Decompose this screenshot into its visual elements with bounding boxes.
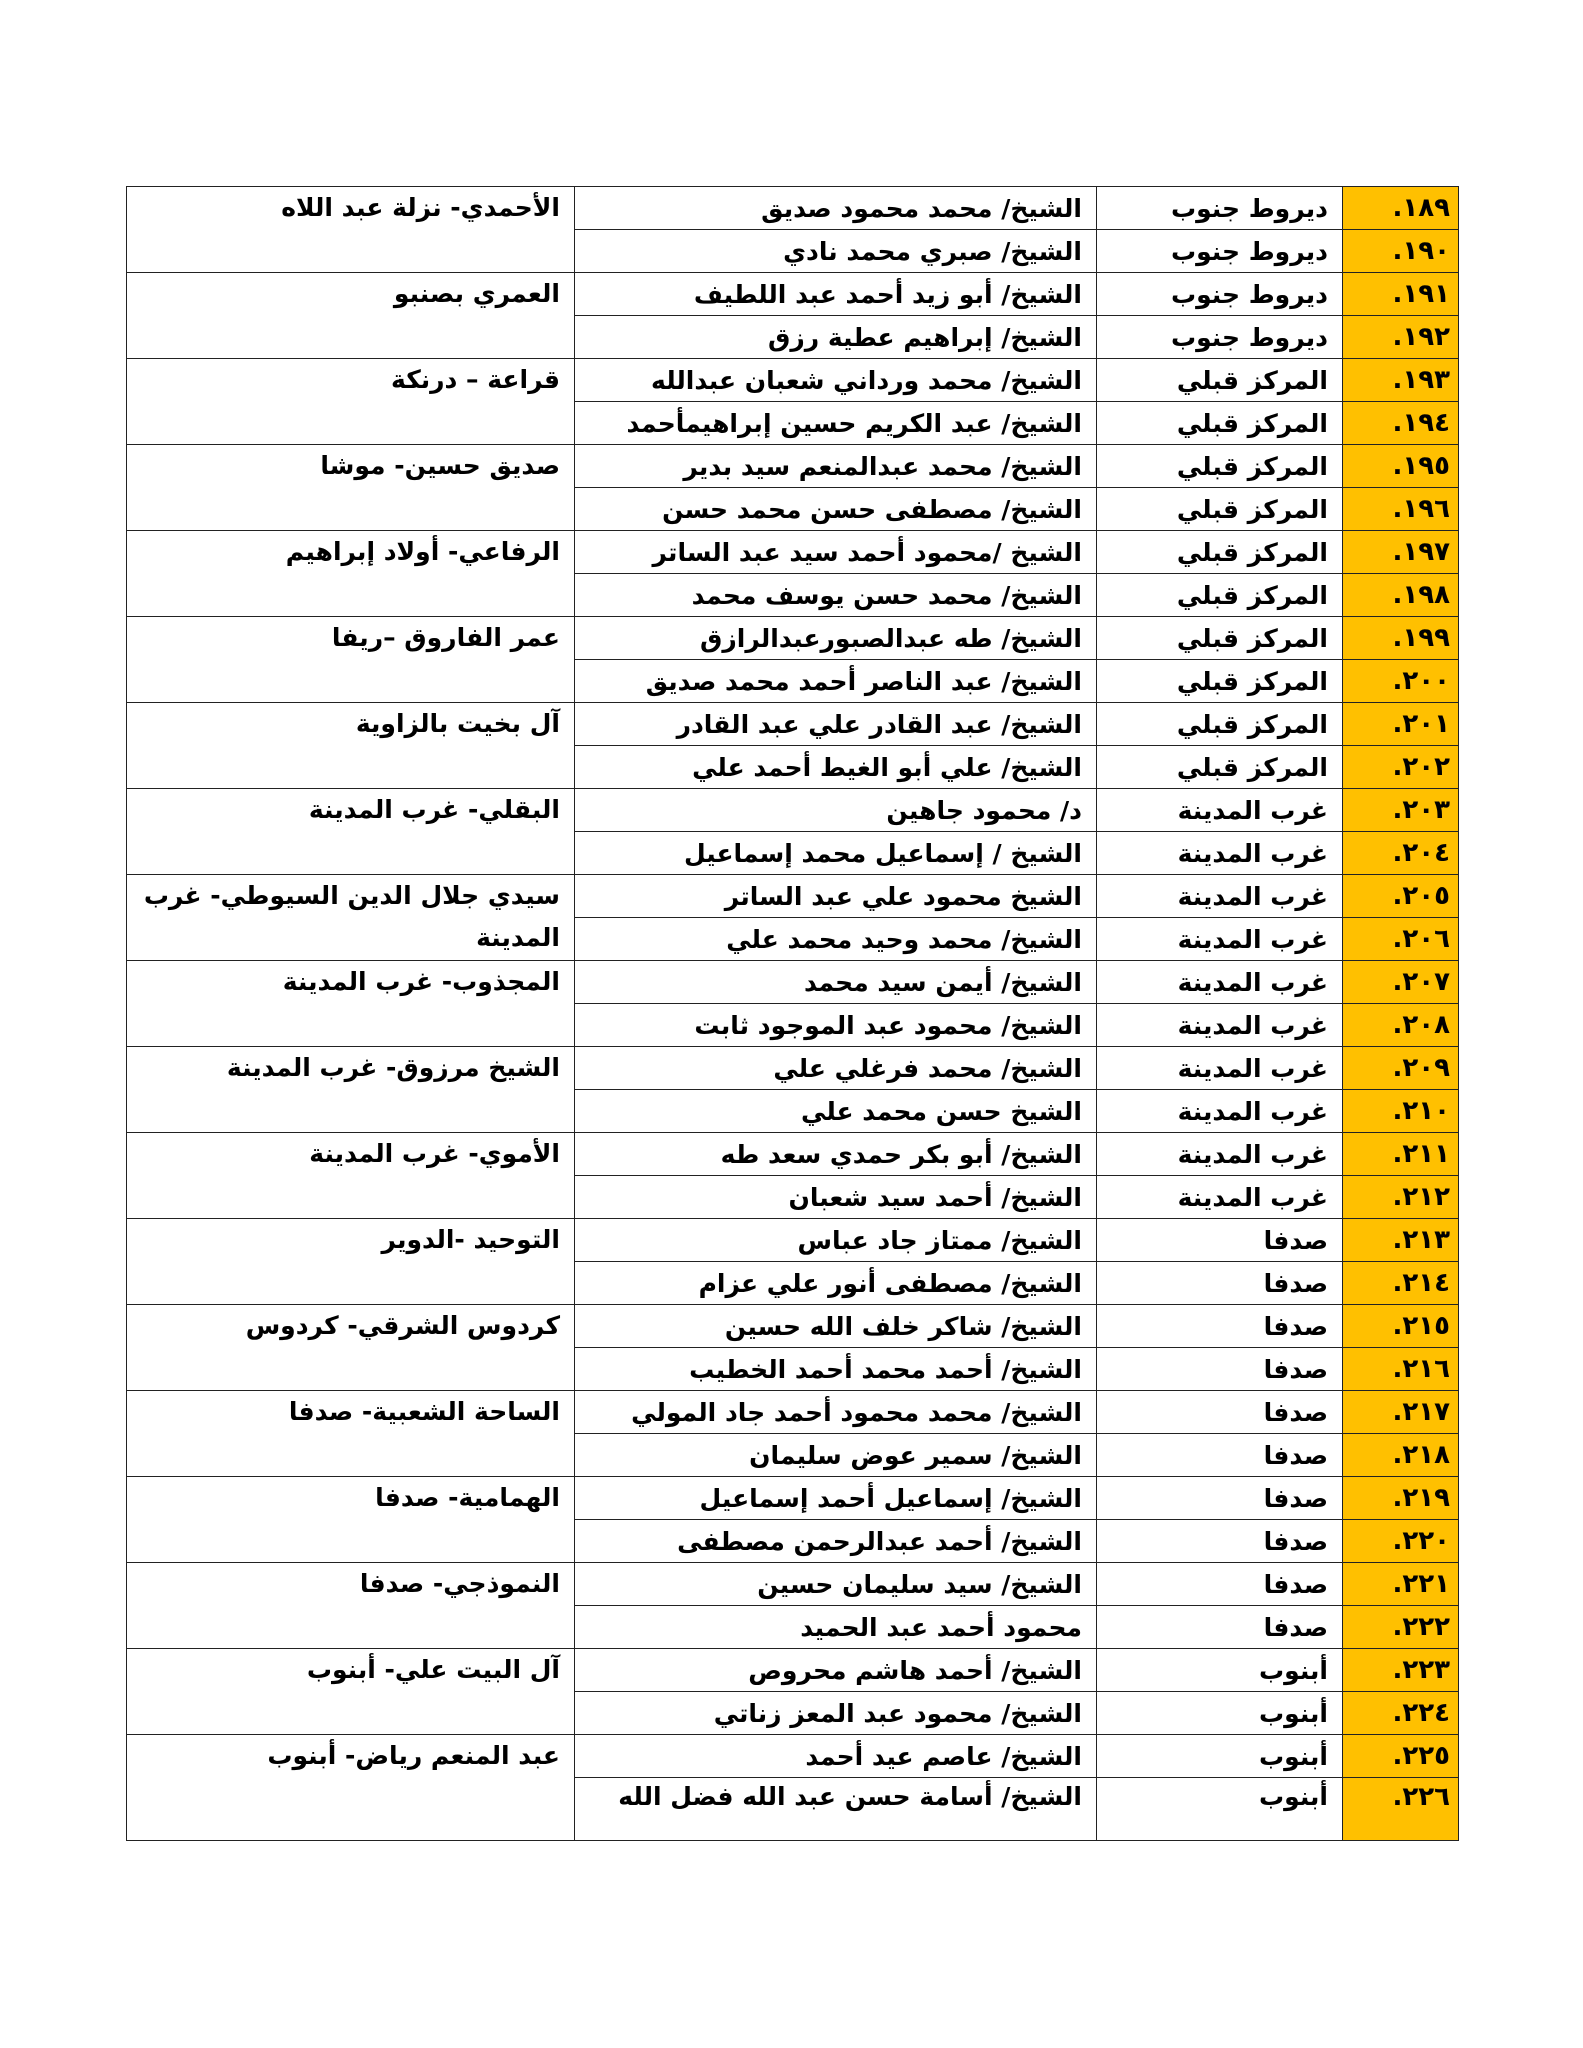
sheikh-cell: الشيخ/ طه عبدالصبورعبدالرازق: [575, 617, 1097, 660]
sheikh-cell: الشيخ/ عبد الناصر أحمد محمد صديق: [575, 660, 1097, 703]
table-row: [127, 1391, 1459, 1434]
row-number: ١٩٦.: [1343, 488, 1459, 531]
mosque-cell: كردوس الشرقي- كردوس: [127, 1305, 575, 1391]
sheikh-cell: الشيخ/ أحمد هاشم محروص: [575, 1649, 1097, 1692]
area-cell: صدفا: [1097, 1563, 1343, 1606]
area-cell: المركز قبلي: [1097, 445, 1343, 488]
mosque-cell: آل بخيت بالزاوية: [127, 703, 575, 789]
row-number: ٢٢٦.: [1343, 1778, 1459, 1841]
row-number: ٢٠١.: [1343, 703, 1459, 746]
row-number: ٢١٧.: [1343, 1391, 1459, 1434]
area-cell: ديروط جنوب: [1097, 187, 1343, 230]
row-number: ١٨٩.: [1343, 187, 1459, 230]
area-cell: صدفا: [1097, 1305, 1343, 1348]
area-cell: صدفا: [1097, 1477, 1343, 1520]
area-cell: غرب المدينة: [1097, 1004, 1343, 1047]
sheikh-cell: الشيخ/ عبد القادر علي عبد القادر: [575, 703, 1097, 746]
area-cell: المركز قبلي: [1097, 660, 1343, 703]
sheikh-cell: الشيخ/ محمود عبد المعز زناتي: [575, 1692, 1097, 1735]
sheikh-cell: الشيخ/ إسماعيل أحمد إسماعيل: [575, 1477, 1097, 1520]
sheikh-cell: الشيخ/ أحمد محمد أحمد الخطيب: [575, 1348, 1097, 1391]
table-row: [127, 1305, 1459, 1348]
mosque-cell: النموذجي- صدفا: [127, 1563, 575, 1649]
mosque-cell: عمر الفاروق –ريفا: [127, 617, 575, 703]
mosque-cell: الأحمدي- نزلة عبد اللاه: [127, 187, 575, 273]
row-number: ١٩٥.: [1343, 445, 1459, 488]
table-row: [127, 1047, 1459, 1090]
mosque-cell: قراعة – درنكة: [127, 359, 575, 445]
row-number: ٢١٠.: [1343, 1090, 1459, 1133]
row-number: ٢١٨.: [1343, 1434, 1459, 1477]
area-cell: المركز قبلي: [1097, 574, 1343, 617]
row-number: ١٩٩.: [1343, 617, 1459, 660]
mosque-cell: عبد المنعم رياض- أبنوب: [127, 1735, 575, 1841]
sheikh-cell: الشيخ/ محمد حسن يوسف محمد: [575, 574, 1097, 617]
mosque-cell: سيدي جلال الدين السيوطي- غرب المدينة: [127, 875, 575, 961]
sheikh-cell: الشيخ/ شاكر خلف الله حسين: [575, 1305, 1097, 1348]
sheikh-cell: الشيخ/ محمود عبد الموجود ثابت: [575, 1004, 1097, 1047]
area-cell: أبنوب: [1097, 1778, 1343, 1841]
sheikh-cell: الشيخ/ أحمد سيد شعبان: [575, 1176, 1097, 1219]
area-cell: المركز قبلي: [1097, 488, 1343, 531]
area-cell: غرب المدينة: [1097, 875, 1343, 918]
row-number: ٢٢٣.: [1343, 1649, 1459, 1692]
mosque-cell: آل البيت علي- أبنوب: [127, 1649, 575, 1735]
row-number: ٢٢١.: [1343, 1563, 1459, 1606]
sheikh-cell: الشيخ/ أسامة حسن عبد الله فضل الله: [575, 1778, 1097, 1841]
row-number: ١٩٨.: [1343, 574, 1459, 617]
row-number: ٢٢٤.: [1343, 1692, 1459, 1735]
area-cell: صدفا: [1097, 1391, 1343, 1434]
table-row: [127, 1477, 1459, 1520]
sheikh-cell: الشيخ/ أحمد عبدالرحمن مصطفى: [575, 1520, 1097, 1563]
area-cell: صدفا: [1097, 1434, 1343, 1477]
area-cell: غرب المدينة: [1097, 832, 1343, 875]
row-number: ١٩٣.: [1343, 359, 1459, 402]
sheikh-cell: الشيخ/ محمد فرغلي علي: [575, 1047, 1097, 1090]
area-cell: المركز قبلي: [1097, 359, 1343, 402]
sheikh-cell: الشيخ/ عبد الكريم حسين إبراهيمأحمد: [575, 402, 1097, 445]
row-number: ٢٢٥.: [1343, 1735, 1459, 1778]
area-cell: صدفا: [1097, 1262, 1343, 1305]
table-row: [127, 875, 1459, 918]
table-row: [127, 1649, 1459, 1692]
row-number: ٢١٢.: [1343, 1176, 1459, 1219]
row-number: ٢٠٤.: [1343, 832, 1459, 875]
sheikh-cell: الشيخ/ عاصم عيد أحمد: [575, 1735, 1097, 1778]
sheikh-cell: الشيخ/ سيد سليمان حسين: [575, 1563, 1097, 1606]
row-number: ٢١٣.: [1343, 1219, 1459, 1262]
row-number: ٢٠٩.: [1343, 1047, 1459, 1090]
table-row: [127, 531, 1459, 574]
mosque-cell: الرفاعي- أولاد إبراهيم: [127, 531, 575, 617]
sheikh-cell: الشيخ/ محمد محمود صديق: [575, 187, 1097, 230]
mosque-cell: الشيخ مرزوق- غرب المدينة: [127, 1047, 575, 1133]
area-cell: غرب المدينة: [1097, 1133, 1343, 1176]
row-number: ٢٠٠.: [1343, 660, 1459, 703]
area-cell: صدفا: [1097, 1348, 1343, 1391]
area-cell: ديروط جنوب: [1097, 316, 1343, 359]
row-number: ٢٠٣.: [1343, 789, 1459, 832]
table-row: [127, 1133, 1459, 1176]
area-cell: المركز قبلي: [1097, 746, 1343, 789]
table-row: [127, 1219, 1459, 1262]
row-number: ١٩٢.: [1343, 316, 1459, 359]
sheikh-cell: الشيخ/ محمد وحيد محمد علي: [575, 918, 1097, 961]
area-cell: غرب المدينة: [1097, 1176, 1343, 1219]
row-number: ١٩٠.: [1343, 230, 1459, 273]
area-cell: صدفا: [1097, 1520, 1343, 1563]
sheikh-cell: الشيخ/ إبراهيم عطية رزق: [575, 316, 1097, 359]
row-number: ٢٠٧.: [1343, 961, 1459, 1004]
table-row: [127, 961, 1459, 1004]
mosque-cell: الهمامية- صدفا: [127, 1477, 575, 1563]
row-number: ١٩٤.: [1343, 402, 1459, 445]
table-row: [127, 273, 1459, 316]
table-row: [127, 789, 1459, 832]
row-number: ٢٢٠.: [1343, 1520, 1459, 1563]
row-number: ٢١١.: [1343, 1133, 1459, 1176]
sheikh-cell: الشيخ/ علي أبو الغيط أحمد علي: [575, 746, 1097, 789]
mosque-cell: البقلي- غرب المدينة: [127, 789, 575, 875]
area-cell: المركز قبلي: [1097, 531, 1343, 574]
assignments-table: [126, 186, 1459, 1841]
mosque-cell: صديق حسين- موشا: [127, 445, 575, 531]
row-number: ٢٠٢.: [1343, 746, 1459, 789]
table-row: [127, 617, 1459, 660]
row-number: ٢٢٢.: [1343, 1606, 1459, 1649]
sheikh-cell: الشيخ/ أبو بكر حمدي سعد طه: [575, 1133, 1097, 1176]
row-number: ٢١٥.: [1343, 1305, 1459, 1348]
table-body: [127, 187, 1459, 1841]
area-cell: المركز قبلي: [1097, 703, 1343, 746]
area-cell: صدفا: [1097, 1606, 1343, 1649]
sheikh-cell: الشيخ/ مصطفى حسن محمد حسن: [575, 488, 1097, 531]
table-row: [127, 703, 1459, 746]
mosque-cell: العمري بصنبو: [127, 273, 575, 359]
area-cell: أبنوب: [1097, 1692, 1343, 1735]
area-cell: أبنوب: [1097, 1649, 1343, 1692]
sheikh-cell: الشيخ /محمود أحمد سيد عبد الساتر: [575, 531, 1097, 574]
row-number: ١٩٧.: [1343, 531, 1459, 574]
mosque-cell: التوحيد -الدوير: [127, 1219, 575, 1305]
sheikh-cell: الشيخ / إسماعيل محمد إسماعيل: [575, 832, 1097, 875]
table-row: [127, 445, 1459, 488]
table-row: [127, 1563, 1459, 1606]
sheikh-cell: محمود أحمد عبد الحميد: [575, 1606, 1097, 1649]
mosque-cell: الساحة الشعبية- صدفا: [127, 1391, 575, 1477]
area-cell: أبنوب: [1097, 1735, 1343, 1778]
table-row: [127, 1735, 1459, 1778]
row-number: ٢٠٥.: [1343, 875, 1459, 918]
row-number: ١٩١.: [1343, 273, 1459, 316]
row-number: ٢٠٨.: [1343, 1004, 1459, 1047]
sheikh-cell: الشيخ/ أيمن سيد محمد: [575, 961, 1097, 1004]
area-cell: غرب المدينة: [1097, 1047, 1343, 1090]
sheikh-cell: الشيخ/ ممتاز جاد عباس: [575, 1219, 1097, 1262]
sheikh-cell: الشيخ/ صبري محمد نادي: [575, 230, 1097, 273]
sheikh-cell: د/ محمود جاهين: [575, 789, 1097, 832]
sheikh-cell: الشيخ/ أبو زيد أحمد عبد اللطيف: [575, 273, 1097, 316]
sheikh-cell: الشيخ حسن محمد علي: [575, 1090, 1097, 1133]
row-number: ٢١٦.: [1343, 1348, 1459, 1391]
sheikh-cell: الشيخ محمود علي عبد الساتر: [575, 875, 1097, 918]
area-cell: غرب المدينة: [1097, 789, 1343, 832]
area-cell: غرب المدينة: [1097, 1090, 1343, 1133]
row-number: ٢٠٦.: [1343, 918, 1459, 961]
area-cell: ديروط جنوب: [1097, 273, 1343, 316]
area-cell: صدفا: [1097, 1219, 1343, 1262]
area-cell: غرب المدينة: [1097, 918, 1343, 961]
mosque-cell: الأموي- غرب المدينة: [127, 1133, 575, 1219]
area-cell: المركز قبلي: [1097, 617, 1343, 660]
table-row: [127, 359, 1459, 402]
sheikh-cell: الشيخ/ مصطفى أنور علي عزام: [575, 1262, 1097, 1305]
area-cell: ديروط جنوب: [1097, 230, 1343, 273]
sheikh-cell: الشيخ/ محمد محمود أحمد جاد المولي: [575, 1391, 1097, 1434]
table-row: [127, 187, 1459, 230]
sheikh-cell: الشيخ/ محمد ورداني شعبان عبدالله: [575, 359, 1097, 402]
sheikh-cell: الشيخ/ سمير عوض سليمان: [575, 1434, 1097, 1477]
row-number: ٢١٤.: [1343, 1262, 1459, 1305]
area-cell: المركز قبلي: [1097, 402, 1343, 445]
row-number: ٢١٩.: [1343, 1477, 1459, 1520]
area-cell: غرب المدينة: [1097, 961, 1343, 1004]
mosque-cell: المجذوب- غرب المدينة: [127, 961, 575, 1047]
sheikh-cell: الشيخ/ محمد عبدالمنعم سيد بدير: [575, 445, 1097, 488]
